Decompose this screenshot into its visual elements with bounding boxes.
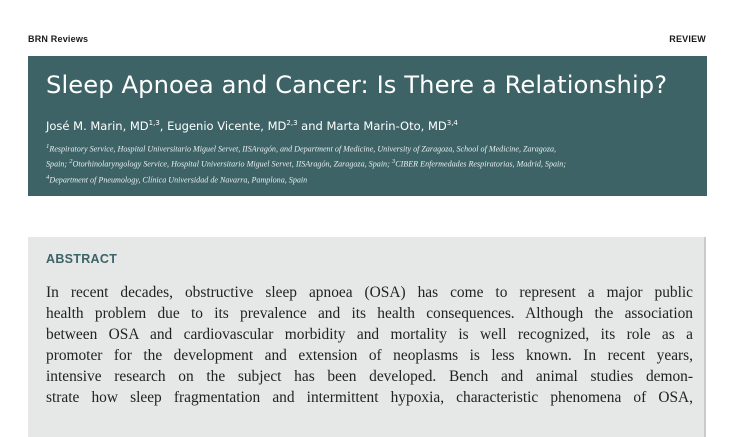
section-label: REVIEW (669, 34, 706, 44)
abstract-line: intensive research on the subject has been developed. Bench and animal studies demon- (46, 368, 693, 385)
abstract-line: between OSA and cardiovascular morbidity and mortality is well recognized, its role as a (46, 326, 693, 343)
abstract-line: health problem due to its prevalence and its health consequences. Although the association (46, 305, 693, 322)
author-list (46, 119, 458, 133)
affiliations (46, 141, 696, 187)
article-title: Sleep Apnoea and Cancer: Is There a Relationship? (46, 71, 668, 99)
affiliation-text: Otorhinolaryngology Service, Hospital Universitario Miguel Servet, IISAragón, Zaragoza, Spain; (72, 160, 392, 170)
affiliation-sup: 4 (46, 173, 50, 181)
affiliation-text: Respiratory Service, Hospital Universitario Miguel Servet, IISAragón, and Department of Medicine, University of Zaragoza, School of Medicine, Zaragoza, (49, 144, 557, 154)
affiliation-text: Department of Pneumology, Clínica Universidad de Navarra, Pamplona, Spain (49, 175, 308, 185)
author-affiliation-sup: 2,3 (286, 119, 298, 128)
author-separator: and (297, 119, 327, 133)
abstract-line: strate how sleep fragmentation and intermittent hypoxia, characteristic phenomena of OSA, (46, 389, 693, 406)
abstract-box (28, 237, 706, 437)
author-affiliation-sup: 1,3 (148, 119, 160, 128)
abstract-line: promoter for the development and extension of neoplasms is less known. In recent years, (46, 347, 693, 364)
affiliation-sup: 2 (69, 158, 73, 166)
abstract-body (46, 282, 693, 408)
abstract-line: In recent decades, obstructive sleep apnoea (OSA) has come to represent a major public (46, 284, 693, 301)
journal-name: BRN Reviews (28, 34, 89, 44)
author-affiliation-sup: 3,4 (446, 119, 458, 128)
author-name: Eugenio Vicente, MD (167, 119, 287, 133)
author-name: Marta Marin-Oto, MD (326, 119, 447, 133)
affiliation-text: Spain; (46, 160, 70, 170)
title-banner (28, 56, 707, 196)
affiliation-sup: 3 (391, 158, 396, 166)
author-separator: , (159, 119, 168, 133)
affiliation-text: CIBER Enfermedades Respiratorias, Madrid, Spain; (395, 160, 567, 170)
abstract-heading: ABSTRACT (46, 252, 118, 266)
affiliation-sup: 1 (46, 143, 50, 150)
author-name: José M. Marin, MD (46, 119, 149, 133)
